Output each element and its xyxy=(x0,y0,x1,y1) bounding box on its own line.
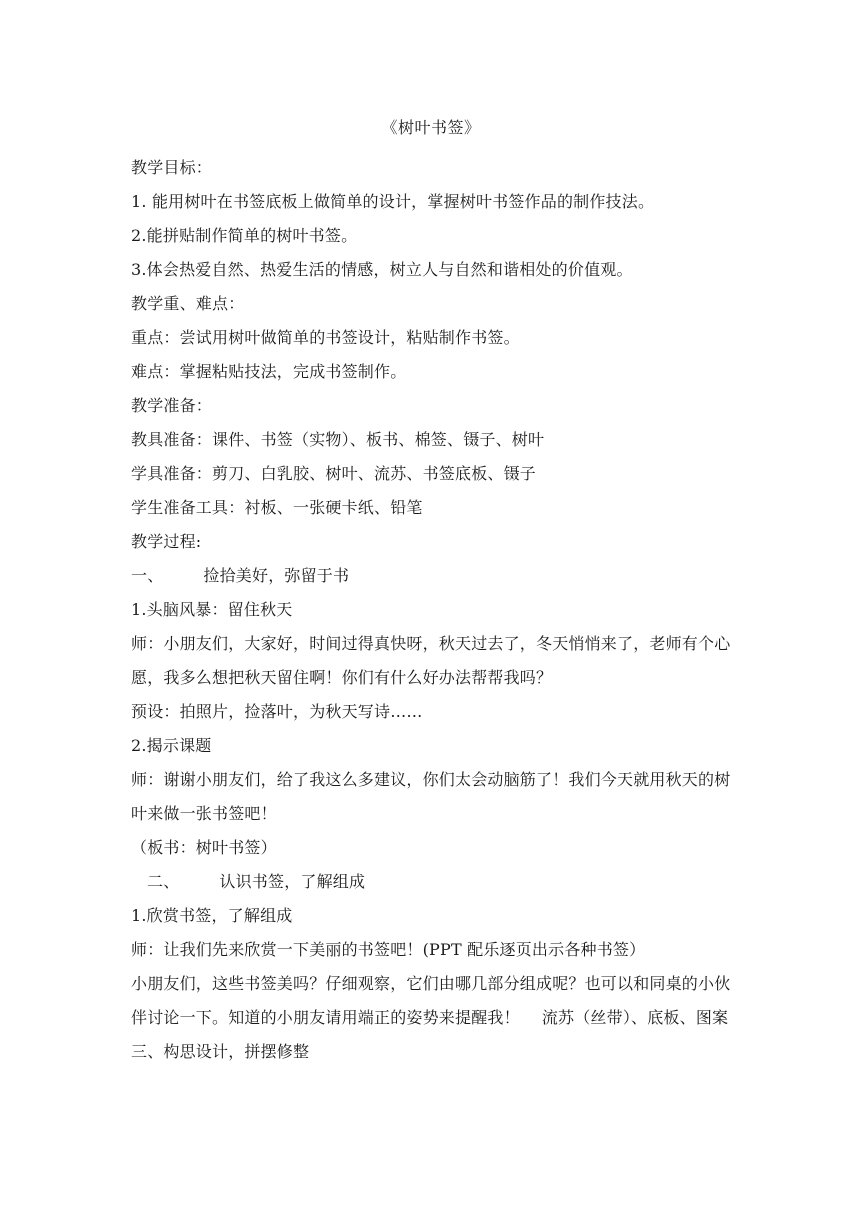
section-1-item-1: 1.头脑风暴：留住秋天 xyxy=(131,600,293,619)
document-title: 《树叶书签》 xyxy=(381,118,481,137)
goal-item-2: 2.能拼贴制作简单的树叶书签。 xyxy=(131,226,358,245)
goal-item-1: 1. 能用树叶在书签底板上做简单的设计，掌握树叶书签作品的制作技法。 xyxy=(131,192,655,211)
section-2-heading xyxy=(131,865,731,899)
section-1-paragraph-1: 师：小朋友们，大家好，时间过得真快呀，秋天过去了，冬天悄悄来了，老师有个心愿，我多么想把秋天留住啊！你们有什么好办法帮帮我吗？ xyxy=(131,634,731,687)
section-2-paragraph-1: 师：让我们先来欣赏一下美丽的书签吧！(PPT 配乐逐页出示各种书签） xyxy=(131,940,646,959)
section-2-question: 小朋友们，这些书签美吗？仔细观察，它们由哪几部分组成呢？也可以和同桌的小伙伴讨论一下。知道的小朋友请用端正的姿势来提醒我！ xyxy=(131,974,731,1027)
key-point: 重点：尝试用树叶做简单的书签设计，粘贴制作书签。 xyxy=(131,328,520,347)
teaching-goals-heading: 教学目标： xyxy=(131,158,213,177)
section-1-title: 捡拾美好，弥留于书 xyxy=(203,566,350,585)
difficult-point: 难点：掌握粘贴技法，完成书签制作。 xyxy=(131,362,407,381)
key-points-heading: 教学重、难点： xyxy=(131,294,245,313)
preparation-heading: 教学准备： xyxy=(131,396,213,415)
document-body xyxy=(131,117,731,1069)
teacher-materials: 教具准备：课件、书签（实物）、板书、棉签、镊子、树叶 xyxy=(131,430,545,449)
goal-item-3: 3.体会热爱自然、热爱生活的情感，树立人与自然和谐相处的价值观。 xyxy=(131,260,633,279)
section-1-board-note: （板书：树叶书签） xyxy=(131,838,277,857)
section-2-answer: 流苏（丝带）、底板、图案 xyxy=(541,1008,729,1027)
section-1-paragraph-2: 师：谢谢小朋友们，给了我这么多建议，你们太会动脑筋了！我们今天就用秋天的树叶来做一张书签吧！ xyxy=(131,770,731,823)
section-1-heading xyxy=(131,559,731,593)
section-1-number: 一、 xyxy=(131,566,164,585)
section-2-item-1: 1.欣赏书签，了解组成 xyxy=(131,906,293,925)
student-tools: 学生准备工具：衬板、一张硬卡纸、铅笔 xyxy=(131,498,423,517)
student-materials: 学具准备：剪刀、白乳胶、树叶、流苏、书签底板、镊子 xyxy=(131,464,537,483)
section-2-title: 认识书签，了解组成 xyxy=(219,872,366,891)
section-2-paragraph-2 xyxy=(131,967,731,1035)
process-heading: 教学过程: xyxy=(131,532,202,551)
section-1-preset: 预设：拍照片，捡落叶，为秋天写诗…… xyxy=(131,702,423,721)
section-2-number: 二、 xyxy=(147,872,180,891)
section-1-item-2: 2.揭示课题 xyxy=(131,736,212,755)
section-3-heading: 三、构思设计，拼摆修整 xyxy=(131,1042,310,1061)
